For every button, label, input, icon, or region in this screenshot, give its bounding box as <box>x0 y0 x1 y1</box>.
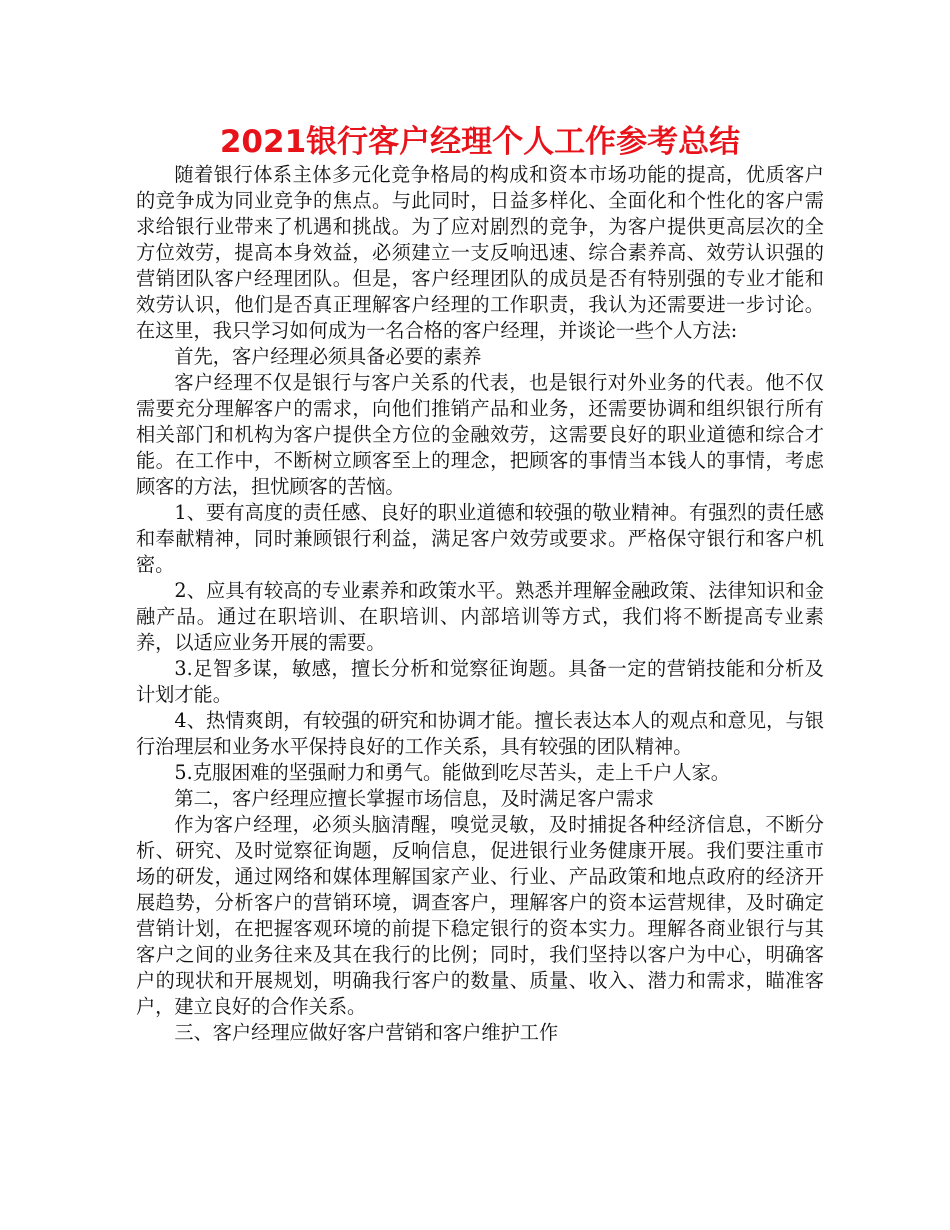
paragraph-item-2: 2、应具有较高的专业素养和政策水平。熟悉并理解金融政策、法律知识和金融产品。通过在职培训、在职培训、内部培训等方式，我们将不断提高专业素养，以适应业务开展的需要。 <box>136 579 824 654</box>
paragraph-item-1: 1、要有高度的责任感、良好的职业道德和较强的敬业精神。有强烈的责任感和奉献精神，同时兼顾银行利益，满足客户效劳或要求。严格保守银行和客户机密。 <box>136 501 824 576</box>
paragraph-heading-third: 三、客户经理应做好客户营销和客户维护工作 <box>174 1021 559 1044</box>
paragraph-item-3: 3.足智多谋，敏感，擅长分析和觉察征询题。具备一定的营销技能和分析及计划才能。 <box>136 657 824 706</box>
paragraph-item-4: 4、热情爽朗，有较强的研究和协调才能。擅长表达本人的观点和意见，与银行治理层和业务水平保持良好的工作关系，具有较强的团队精神。 <box>136 709 824 758</box>
paragraph-role: 客户经理不仅是银行与客户关系的代表，也是银行对外业务的代表。他不仅需要充分理解客户的需求，向他们推销产品和业务，还需要协调和组织银行所有相关部门和机构为客户提供全方位的金融效劳，这需要良好的职业道德和综合才能。在工作中，不断树立顾客至上的理念，把顾客的事情当本钱人的事情，考虑顾客的方法，担忧顾客的苦恼。 <box>136 371 824 498</box>
paragraph-intro: 随着银行体系主体多元化竞争格局的构成和资本市场功能的提高，优质客户的竞争成为同业竞争的焦点。与此同时，日益多样化、全面化和个性化的客户需求给银行业带来了机遇和挑战。为了应对剧烈的竞争，为客户提供更高层次的全方位效劳，提高本身效益，必须建立一支反响迅速、综合素养高、效劳认识强的营销团队客户经理团队。但是，客户经理团队的成员是否有特别强的专业才能和效劳认识，他们是否真正理解客户经理的工作职责，我认为还需要进一步讨论。在这里，我只学习如何成为一名合格的客户经理，并谈论一些个人方法: <box>136 163 824 342</box>
paragraph-market-info: 作为客户经理，必须头脑清醒，嗅觉灵敏，及时捕捉各种经济信息，不断分析、研究、及时觉察征询题，反响信息，促进银行业务健康开展。我们要注重市场的研发，通过网络和媒体理解国家产业、行业、产品政策和地点政府的经济开展趋势，分析客户的营销环境，调查客户，理解客户的资本运营规律，及时确定营销计划，在把握客观环境的前提下稳定银行的资本实力。理解各商业银行与其客户之间的业务往来及其在我行的比例；同时，我们坚持以客户为中心，明确客户的现状和开展规划，明确我行客户的数量、质量、收入、潜力和需求，瞄准客户，建立良好的合作关系。 <box>136 813 824 1018</box>
paragraph-item-5: 5.克服困难的坚强耐力和勇气。能做到吃尽苦头，走上千户人家。 <box>174 761 730 784</box>
document-title: 2021银行客户经理个人工作参考总结 <box>219 124 741 160</box>
paragraph-heading-first: 首先，客户经理必须具备必要的素养 <box>174 345 482 368</box>
document-page <box>136 122 824 1046</box>
paragraph-heading-second: 第二，客户经理应擅长掌握市场信息，及时满足客户需求 <box>174 787 655 810</box>
document-body <box>136 162 824 1046</box>
